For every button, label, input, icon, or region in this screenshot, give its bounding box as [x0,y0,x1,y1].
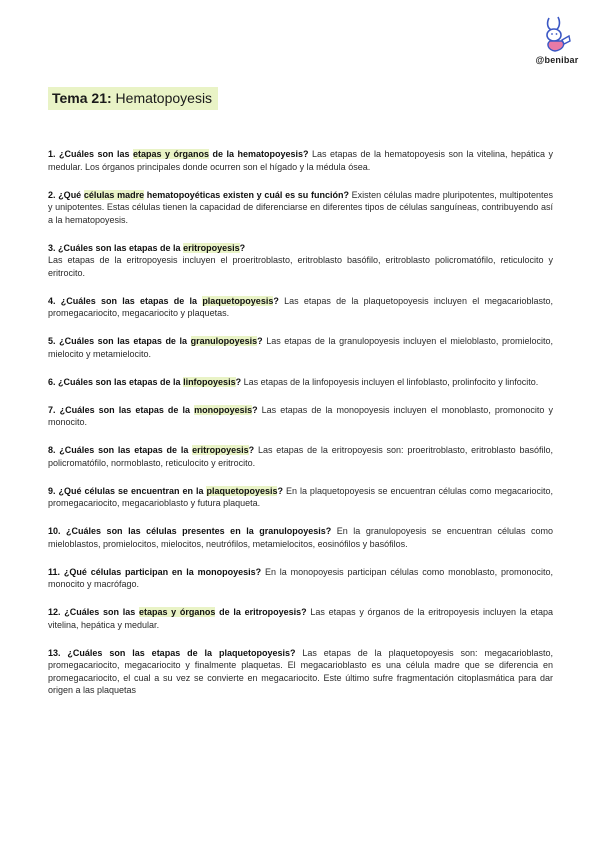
highlighted-term: plaquetopoyesis [206,485,278,496]
answer-text: Las etapas de la plaquetopoyesis son: megacarioblasto, promegacariocito, megacariocito y finalmente plaquetas. El megacarioblasto es una célula madre que se diferencia en promegacariocito, el cual a su vez se convierte en megacariocito. Este último sufre fragmentación citoplasmática para dar origen a las plaquetas [48,647,553,695]
question-text: 9. ¿Qué células se encuentran en la [48,485,207,496]
answer-text: En la monopoyesis participan células como monoblasto, promonocito, monocito y macrófago. [48,566,553,589]
question-item [48,566,553,591]
question-text: 11. ¿Qué células participan en la monopoyesis? [48,566,262,577]
question-item [48,444,553,469]
question-text: de la hematopoyesis? [208,149,309,159]
answer-text: Las etapas de la granulopoyesis incluyen el mieloblasto, promielocito, mielocito y metamielocito. [48,336,553,359]
question-list [48,148,553,712]
question-item [48,295,553,320]
question-text: ? [239,242,246,253]
answer-text: En la plaquetopoyesis se encuentran células como megacariocito, promegacariocito, megacarioblasto y futura plaqueta. [48,485,553,508]
answer-text: Las etapas de la linfopoyesis incluyen el linfoblasto, prolinfocito y linfocito. [241,376,539,387]
question-text: ? [257,336,263,346]
title-topic-name: Hematopoyesis [111,90,213,106]
question-text: ? [273,295,279,306]
answer-text: Las etapas y órganos de la eritropoyesis incluyen la etapa vitelina, hepática y medular. [48,607,553,630]
highlighted-term: eritropoyesis [192,445,249,455]
question-text: 10. ¿Cuáles son las células presentes en la granulopoyesis? [48,526,332,536]
question-text: 2. ¿Qué [48,189,84,200]
question-item [48,525,553,550]
question-item [48,647,553,697]
question-item [48,606,553,631]
bunny-mascot-icon [540,14,574,54]
question-item [48,148,553,173]
question-text: ? [277,485,283,496]
title-topic-number: Tema 21: [52,90,112,106]
question-text: 8. ¿Cuáles son las etapas de la [48,445,193,455]
highlighted-term: linfopoyesis [183,376,236,387]
question-item [48,335,553,360]
question-item [48,404,553,429]
question-text: ? [248,445,255,455]
answer-text: Las etapas de la hematopoyesis son la vitelina, hepática y medular. Los órganos principales donde ocurren son el hígado y la médula ósea. [48,149,553,172]
question-text: 5. ¿Cuáles son las etapas de la [48,336,191,346]
answer-text: Las etapas de la plaquetopoyesis incluyen el megacarioblasto, promegacariocito, megacariocito y plaquetas. [48,295,553,318]
answer-text: Las etapas de la eritropoyesis son: proeritroblasto, eritroblasto basófilo, policromatófilo, normoblasto, reticulocito y eritrocito. [48,445,553,468]
answer-text: Las etapas de la eritropoyesis incluyen el proeritroblasto, eritroblasto basófilo, eritroblasto policromatófilo, reticulocito y eritrocito. [48,255,553,278]
question-item [48,189,553,227]
question-text: 13. ¿Cuáles son las etapas de la plaquetopoyesis? [48,647,296,658]
answer-text: En la granulopoyesis se encuentran células como mieloblastos, promielocitos, mielocitos, neutrófilos, metamielocitos, eosinófilos y basófilos. [48,526,553,549]
question-text: 12. ¿Cuáles son las [48,607,139,617]
page-title [48,87,218,110]
question-item [48,242,553,280]
highlighted-term: etapas y órganos [132,149,209,159]
highlighted-term: plaquetopoyesis [202,295,274,306]
highlighted-term: monopoyesis [194,404,253,415]
question-item [48,376,553,389]
question-text: ? [235,376,242,387]
question-text: 1. ¿Cuáles son las [48,149,133,159]
question-text: de la eritropoyesis? [215,607,307,617]
answer-text: Existen células madre pluripotentes, multipotentes y unipotentes. Estas células tienen la capacidad de diferenciarse en diferentes tipos de células sanguíneas, contribuyendo así a la hematopoyesis. [48,189,553,225]
question-text: 7. ¿Cuáles son las etapas de la [48,404,195,415]
highlighted-term: eritropoyesis [183,242,240,253]
question-text: 6. ¿Cuáles son las etapas de la [48,376,184,387]
answer-text: Las etapas de la monopoyesis incluyen el monoblasto, promonocito y monocito. [48,404,553,427]
brand-logo [533,14,581,72]
highlighted-term: células madre [83,189,145,200]
highlighted-term: etapas y órganos [138,607,216,617]
question-item [48,485,553,510]
logo-handle: @benibar [535,55,579,65]
question-text: ? [252,404,258,415]
question-text: 4. ¿Cuáles son las etapas de la [48,295,203,306]
question-text: hematopoyéticas existen y cuál es su función? [144,189,349,200]
question-text: 3. ¿Cuáles son las etapas de la [48,242,184,253]
highlighted-term: granulopoyesis [190,336,258,346]
